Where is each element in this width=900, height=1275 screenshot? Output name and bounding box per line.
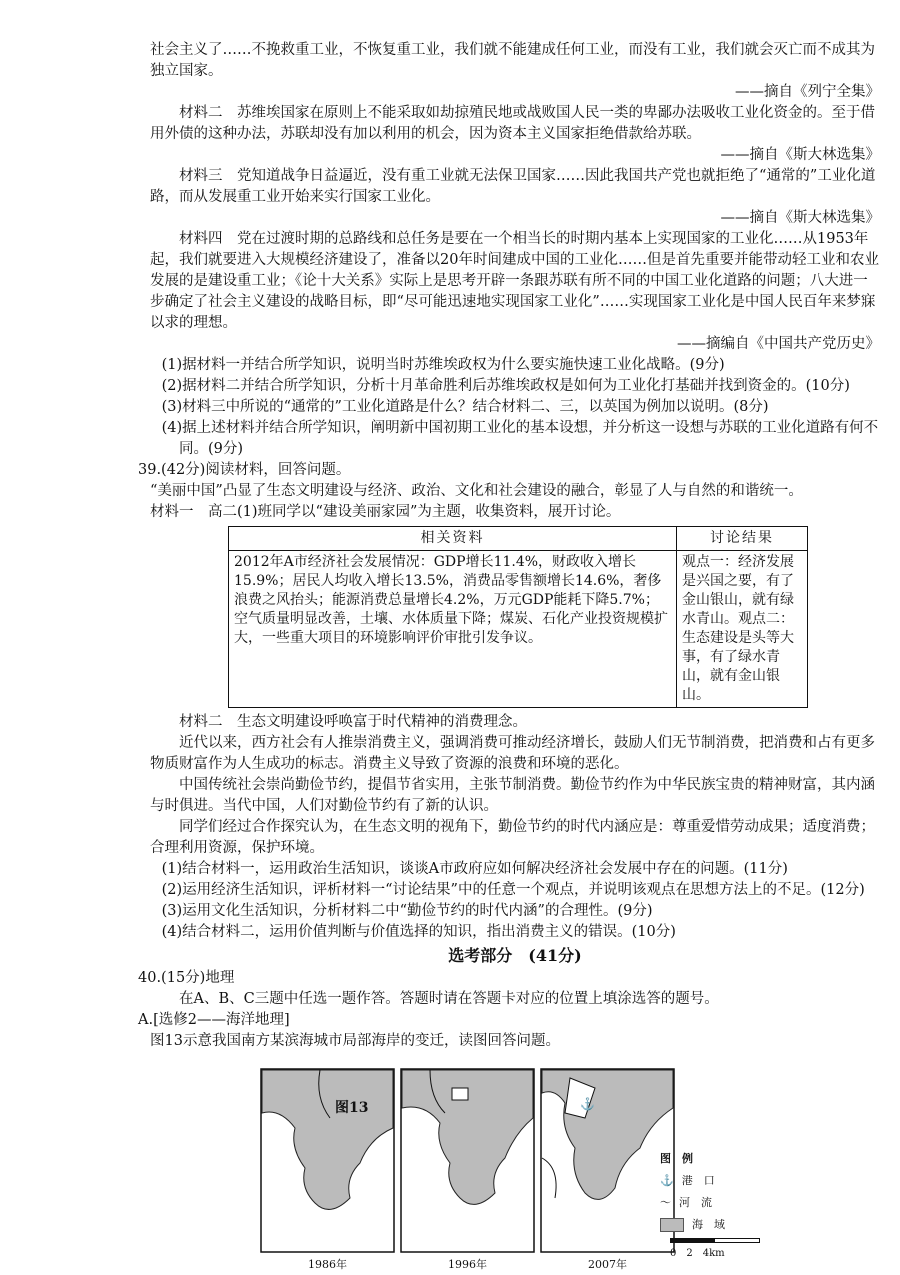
sea-swatch [660,1218,684,1232]
q39-para-2: 中国传统社会崇尚勤俭节约，提倡节省实用，主张节制消费。勤俭节约作为中华民族宝贵的精神财富，其内涵与时俱进。当代中国，人们对勤俭节约有了新的认识。 [150,777,875,814]
q39-para-3: 同学们经过合作探究认为，在生态文明的视角下，勤俭节约的时代内涵应是：尊重爱惜劳动成果；适度消费；合理利用资源，保护环境。 [150,819,875,856]
q39-1: (1)结合材料一，运用政治生活知识，谈谈A市政府应如何解决经济社会发展中存在的问题。(11分) [161,861,788,877]
q40-figure-intro: 图13示意我国南方某滨海城市局部海岸的变迁，读图回答问题。 [150,1033,560,1049]
q40-option-a: A.[选修2——海洋地理] [138,1012,290,1028]
map-2007 [540,1068,675,1253]
map-1996 [400,1068,535,1253]
table-cell-results: 观点一：经济发展是兴国之要，有了金山银山，就有绿水青山。观点二：生态建设是头等大事，有了绿水青山，就有金山银山。 [677,551,808,708]
material-one-tail: 社会主义了……不挽救重工业，不恢复重工业，我们就不能建成任何工业，而没有工业，我们就会灭亡而不成其为独立国家。 [150,42,875,79]
q39-2: (2)运用经济生活知识，评析材料一“讨论结果”中的任意一个观点，并说明该观点在思想方法上的不足。(12分) [161,882,865,898]
q39-3: (3)运用文化生活知识，分析材料二中“勤俭节约的时代内涵”的合理性。(9分) [161,903,653,919]
table-header-results: 讨论结果 [677,527,808,551]
legend-sea [660,1214,725,1236]
svg-text:⚓: ⚓ [580,1097,595,1111]
material-two: 材料二 苏维埃国家在原则上不能采取如劫掠殖民地或战败国人民一类的卑鄙办法吸收工业化资金的。至于借用外债的这种办法，苏联却没有加以利用的机会，因为资本主义国家拒绝借款给苏联。 [150,105,875,142]
material-three: 材料三 党知道战争日益逼近，没有重工业就无法保卫国家……因此我国共产党也就拒绝了“通常的”工业化道路，而从发展重工业开始来实行国家工业化。 [150,168,876,205]
figure-caption: 图13 [335,1100,369,1116]
table-header-materials: 相关资料 [229,527,677,551]
q39-intro: “美丽中国”凸显了生态文明建设与经济、政治、文化和社会建设的融合，彰显了人与自然的和谐统一。 [150,483,803,499]
map-1986 [260,1068,395,1253]
q38-2: (2)据材料二并结合所学知识，分析十月革命胜利后苏维埃政权是如何为工业化打基础并找到资金的。(10分) [161,378,850,394]
source-ccp-history: ——摘编自《中国共产党历史》 [677,336,880,352]
source-lenin: ——摘自《列宁全集》 [735,84,880,100]
q39-material-one: 材料一 高二(1)班同学以“建设美丽家园”为主题，收集资料，展开讨论。 [150,504,621,520]
material-four: 材料四 党在过渡时期的总路线和总任务是要在一个相当长的时期内基本上实现国家的工业化……从1953年起，我们就要进入大规模经济建设了，准备以20年时间建成中国的工业化……但是首先重要并能带动轻工业和农业发展的是建设重工业；《论十大关系》实际上是思考开辟一条跟苏联有所不同的中国工业化道路的问题；八大进一步确定了社会主义建设的战略目标，即“尽可能迅速地实现国家工业化”……实现国家工业化是中国人民百年来梦寐以求的理想。 [150,231,879,331]
q39-material-two: 材料二 生态文明建设呼唤富于时代精神的消费理念。 [179,714,527,730]
legend-port-label: 港 口 [681,1174,715,1187]
q40-instruction: 在A、B、C三题中任选一题作答。答题时请在答题卡对应的位置上填涂选答的题号。 [179,991,719,1007]
river-icon: 〜 [660,1196,671,1209]
scale-bar [670,1236,760,1264]
q40-heading: 40.(15分)地理 [138,970,235,986]
map-1986-graphic [260,1068,395,1253]
q39-para-1: 近代以来，西方社会有人推崇消费主义，强调消费可推动经济增长，鼓励人们无节制消费，把消费和占有更多物质财富作为人生成功的标志。消费主义导致了资源的浪费和环境的恶化。 [150,735,875,772]
q39-4: (4)结合材料二，运用价值判断与价值选择的知识，指出消费主义的错误。(10分) [161,924,676,940]
coast-maps [150,1058,880,1271]
legend-port [660,1170,725,1192]
exam-page [138,40,880,1271]
table-cell-materials: 2012年A市经济社会发展情况：GDP增长11.4%，财政收入增长15.9%；居民人均收入增长13.5%，消费品零售额增长14.6%，奢侈浪费之风抬头；能源消费总量增长4.2%，万元GDP能耗下降5.7%；空气质量明显改善，土壤、水体质量下降；煤炭、石化产业投资规模扩大，一些重大项目的环境影响评价审批引发争议。 [229,551,677,708]
q38-4: (4)据上述材料并结合所学知识，阐明新中国初期工业化的基本设想，并分析这一设想与苏联的工业化道路有何不同。(9分) [161,420,879,457]
map-legend [660,1148,725,1236]
map-2007-graphic [540,1068,675,1253]
year-2007: 2007年 [588,1258,627,1271]
year-1996: 1996年 [448,1258,487,1271]
legend-river [660,1192,725,1214]
q38-3: (3)材料三中所说的“通常的”工业化道路是什么？结合材料二、三，以英国为例加以说明。(8分) [161,399,769,415]
anchor-icon: ⚓ [660,1174,674,1187]
section-title: 选考部分 (41分) [448,946,582,965]
source-stalin-2: ——摘自《斯大林选集》 [720,210,880,226]
material-table [228,526,808,708]
source-stalin-1: ——摘自《斯大林选集》 [720,147,880,163]
q38-1: (1)据材料一并结合所学知识，说明当时苏维埃政权为什么要实施快速工业化战略。(9分) [161,357,725,373]
legend-river-label: 河 流 [679,1196,712,1209]
scale-label: 0 2 4km [670,1248,725,1259]
year-1986: 1986年 [308,1258,347,1271]
legend-title: 图 例 [660,1152,693,1165]
legend-sea-label: 海 域 [692,1218,725,1231]
map-1996-graphic [400,1068,535,1253]
q39-heading: 39.(42分)阅读材料，回答问题。 [138,462,351,478]
